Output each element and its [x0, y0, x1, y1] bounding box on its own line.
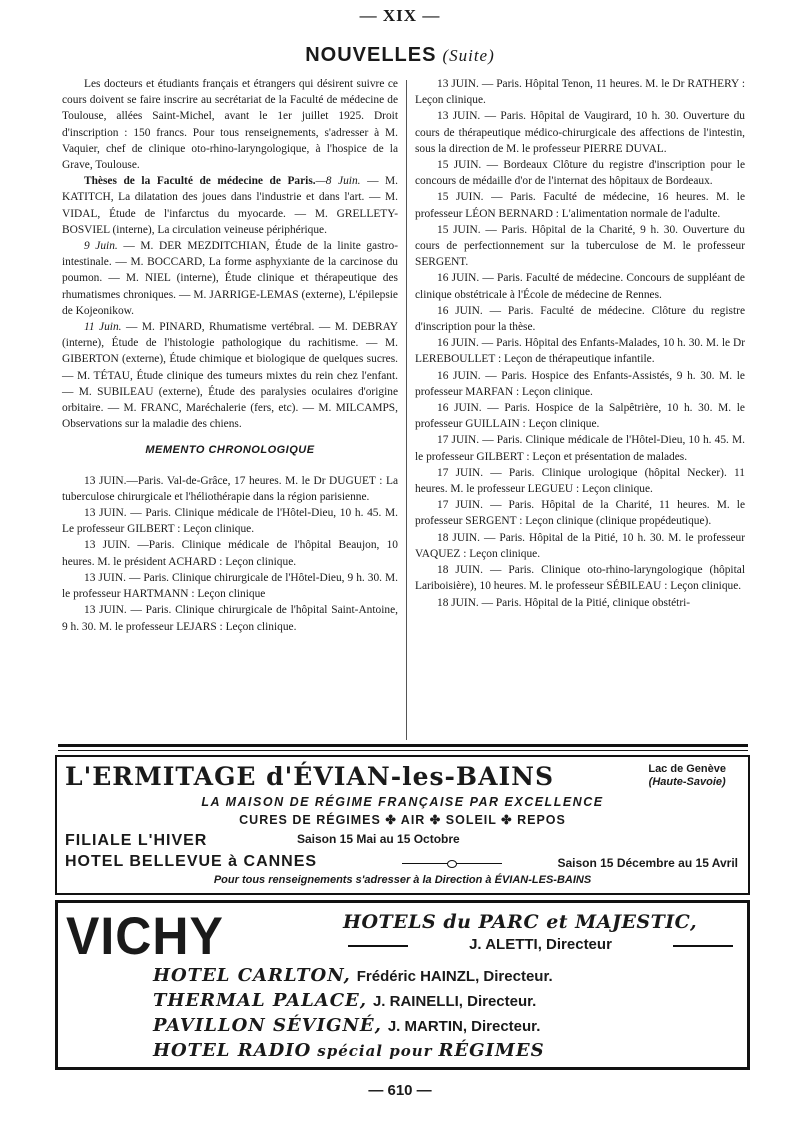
evian-hotel-cannes: HOTEL BELLEVUE à CANNES	[65, 853, 318, 870]
theses-text: — M. KATITCH, La dilatation des joues dans l'industrie et dans l'art. — M. VIDAL, Étude de l'infarctus du myocarde. — M. GRELLETY-BOSVIEL (interne), La circulation veineuse périphérique.	[62, 175, 398, 236]
page-title	[0, 44, 800, 67]
vichy-pavillon-sevigne	[153, 1015, 540, 1036]
hotel-regimes: RÉGIMES	[438, 1040, 545, 1061]
memento-item: 18 JUIN. — Paris. Hôpital de la Pitié, clinique obstétri-	[437, 596, 691, 609]
evian-filiale: FILIALE L'HIVER	[65, 832, 208, 849]
vichy-aletti: J. ALETTI, Directeur	[343, 936, 738, 953]
evian-info: Pour tous renseignements s'adresser à la Direction à ÉVIAN-LES-BAINS	[213, 874, 592, 886]
paragraph-theses	[62, 173, 398, 238]
evian-saison-hiver: Saison 15 Décembre au 15 Avril	[557, 856, 738, 870]
column-divider	[406, 80, 407, 740]
memento-item: 17 JUIN. — Paris. Clinique urologique (hôpital Necker). 11 heures. M. le professeur LEGUEU : Leçon clinique.	[415, 466, 745, 496]
memento-item: 13 JUIN. — Paris. Clinique chirurgicale de l'hôpital Saint-Antoine, 9 h. 30. M. le professeur LEJARS : Leçon clinique.	[62, 604, 398, 633]
hotel-name: HOTEL RADIO	[153, 1040, 312, 1061]
hotel-director: Frédéric HAINZL, Directeur.	[356, 968, 553, 985]
page-roman-number: — XIX —	[359, 6, 441, 25]
memento-item: 18 JUIN. — Paris. Clinique oto-rhino-laryngologique (hôpital Lariboisière), 10 heures. M. le professeur SÉBILEAU : Leçon clinique.	[415, 564, 745, 593]
memento-item: 17 JUIN. — Paris. Hôpital de la Charité, 11 heures. M. le professeur SERGENT : Leçon clinique (clinique propédeutique).	[415, 499, 745, 528]
page-number: — 610 —	[368, 1082, 432, 1099]
memento-item: 13 JUIN. — Paris. Clinique médicale de l'Hôtel-Dieu, 10 h. 45. M. Le professeur GILBERT : Leçon clinique.	[62, 507, 398, 536]
section-rule-thin	[58, 750, 748, 751]
ad-vichy	[55, 900, 750, 1070]
memento-item: 13 JUIN. — Paris. Hôpital de Vaugirard, 10 h. 30. Ouverture du cours de thérapeutique médico-chirurgicale des affections de l'intestin, sous la direction de M. le professeur PIERRE DUVAL.	[415, 110, 745, 155]
date-9-juin: 9 Juin.	[84, 240, 118, 253]
paragraph-9-juin	[62, 238, 398, 319]
ad-evian	[55, 755, 750, 895]
hotel-name: PAVILLON SÉVIGNÉ,	[153, 1015, 382, 1036]
hotel-director: J. MARTIN, Directeur.	[387, 1018, 541, 1035]
hotel-name: HOTEL CARLTON,	[153, 965, 351, 986]
memento-heading: MEMENTO CHRONOLOGIQUE	[145, 444, 315, 457]
memento-item: 13 JUIN. —Paris. Clinique médicale de l'hôpital Beaujon, 10 heures. M. le président ACHARD : Leçon clinique.	[62, 539, 398, 568]
theses-heading: Thèses de la Faculté de médecine de Paris.	[84, 175, 316, 188]
section-rule	[58, 744, 748, 747]
vichy-hotel-carlton	[153, 965, 553, 986]
hotel-special: spécial pour	[317, 1042, 433, 1060]
hotel-name: THERMAL PALACE,	[153, 990, 368, 1011]
text-11-juin: — M. PINARD, Rhumatisme vertébral. — M. DEBRAY (interne), Étude de l'histologie pathologique du rachitisme. — M. GIBERTON (externe), Étude chimique et biologique de quelques sucres. — M. TÉTAU, Étude clinique des tumeurs mixtes du rein chez l'enfant. — M. SUBILEAU (externe), Étude des paralysies oculaires d'origine orbitaire. — M. FRANC, Maréchalerie (fers, etc). — M. MILCAMPS, Observations sur la maladie des chiens.	[62, 321, 398, 431]
ornament-rule	[402, 863, 502, 864]
evian-lac: Lac de Genève	[648, 763, 726, 775]
vichy-parc-majestic: HOTELS du PARC et MAJESTIC,	[343, 911, 698, 933]
memento-item: 16 JUIN. — Paris. Faculté de médecine. Concours de suppléant de clinique obstétricale à l'École de médecine de Rennes.	[415, 272, 745, 301]
vichy-thermal-palace	[153, 990, 536, 1011]
memento-item: 18 JUIN. — Paris. Hôpital de la Pitié, 10 h. 30. M. le professeur VAQUEZ : Leçon clinique.	[415, 531, 745, 560]
memento-item: 17 JUIN. — Paris. Clinique médicale de l'Hôtel-Dieu, 10 h. 45. M. le professeur GILBERT : Leçon et présentation de malades.	[415, 434, 745, 463]
memento-item: 13 JUIN. — Paris. Clinique chirurgicale de l'Hôtel-Dieu, 9 h. 30. M. le professeur HARTMANN : Leçon clinique	[62, 571, 398, 601]
evian-location	[648, 763, 726, 789]
evian-title: L'ERMITAGE d'ÉVIAN-les-BAINS	[65, 762, 555, 791]
text-9-juin: — M. DER MEZDITCHIAN, Étude de la linite gastro-intestinale. — M. BOCCARD, La forme asphyxiante de la carcinose du poumon. — M. NIEL (interne), Étude clinique et thérapeutique des rhumatismes chroniques. — M. JARRIGE-LEMAS (externe), L'épilepsie de Kojeonikow.	[62, 240, 398, 317]
evian-region: (Haute-Savoie)	[648, 776, 726, 788]
left-column	[62, 76, 398, 635]
evian-saison-ete: Saison 15 Mai au 15 Octobre	[297, 832, 460, 846]
memento-item: 15 JUIN. — Bordeaux Clôture du registre d'inscription pour le concours de médaille d'or de l'internat des hôpitaux de Bordeaux.	[415, 159, 745, 188]
title-text: NOUVELLES	[305, 44, 437, 66]
paragraph-11-juin	[62, 319, 398, 432]
date-11-juin: 11 Juin.	[84, 321, 122, 334]
evian-cures: CURES DE RÉGIMES ✤ AIR ✤ SOLEIL ✤ REPOS	[239, 813, 566, 827]
right-column	[415, 76, 745, 611]
memento-item: 16 JUIN. — Paris. Hospice de la Salpêtrière, 10 h. 30. M. le professeur GUILLAIN : Leçon clinique.	[415, 402, 745, 431]
memento-item: 16 JUIN. — Paris. Faculté de médecine. Clôture du registre d'inscription pour la thèse.	[415, 304, 745, 334]
vichy-hotel-radio	[153, 1040, 545, 1061]
memento-item: 13 JUIN.—Paris. Val-de-Grâce, 17 heures. M. le Dr DUGUET : La tuberculose chirurgicale et l'héliothérapie dans la région parisienne.	[62, 474, 398, 503]
evian-tagline: LA MAISON DE RÉGIME FRANÇAISE PAR EXCELLENCE	[201, 795, 604, 809]
memento-item: 13 JUIN. — Paris. Hôpital Tenon, 11 heures. M. le Dr RATHERY : Leçon clinique.	[415, 78, 745, 107]
memento-item: 15 JUIN. — Paris. Hôpital de la Charité, 9 h. 30. Ouverture du cours de perfectionnement sur la tuberculose de M. le professeur SERGENT.	[415, 223, 745, 269]
hotel-director: J. RAINELLI, Directeur.	[372, 993, 537, 1010]
memento-item: 16 JUIN. — Paris. Hôpital des Enfants-Malades, 10 h. 30. M. le Dr LEREBOULLET : Leçon de thérapeutique infantile.	[415, 337, 745, 366]
memento-item: 15 JUIN. — Paris. Faculté de médecine, 16 heures. M. le professeur LÉON BERNARD : L'alimentation normale de l'adulte.	[415, 191, 745, 220]
theses-date: —8 Juin.	[315, 175, 361, 188]
memento-item: 16 JUIN. — Paris. Hospice des Enfants-Assistés, 9 h. 30. M. le professeur MARFAN : Leçon clinique.	[415, 369, 745, 398]
title-suite: (Suite)	[442, 46, 495, 65]
vichy-logo-text: VICHY	[66, 907, 224, 966]
paragraph-toulouse: Les docteurs et étudiants français et étrangers qui désirent suivre ce cours doivent se faire inscrire au secrétariat de la Faculté de médecine de Toulouse, allées Saint-Michel, avant le 1er juillet 1925. Droit d'inscription : 150 francs. Pour tous renseignements, s'adresser à M. Vaquier, chef de clinique oto-rhino-laryngologique, à l'hospice de la Grave, Toulouse.	[62, 78, 398, 172]
